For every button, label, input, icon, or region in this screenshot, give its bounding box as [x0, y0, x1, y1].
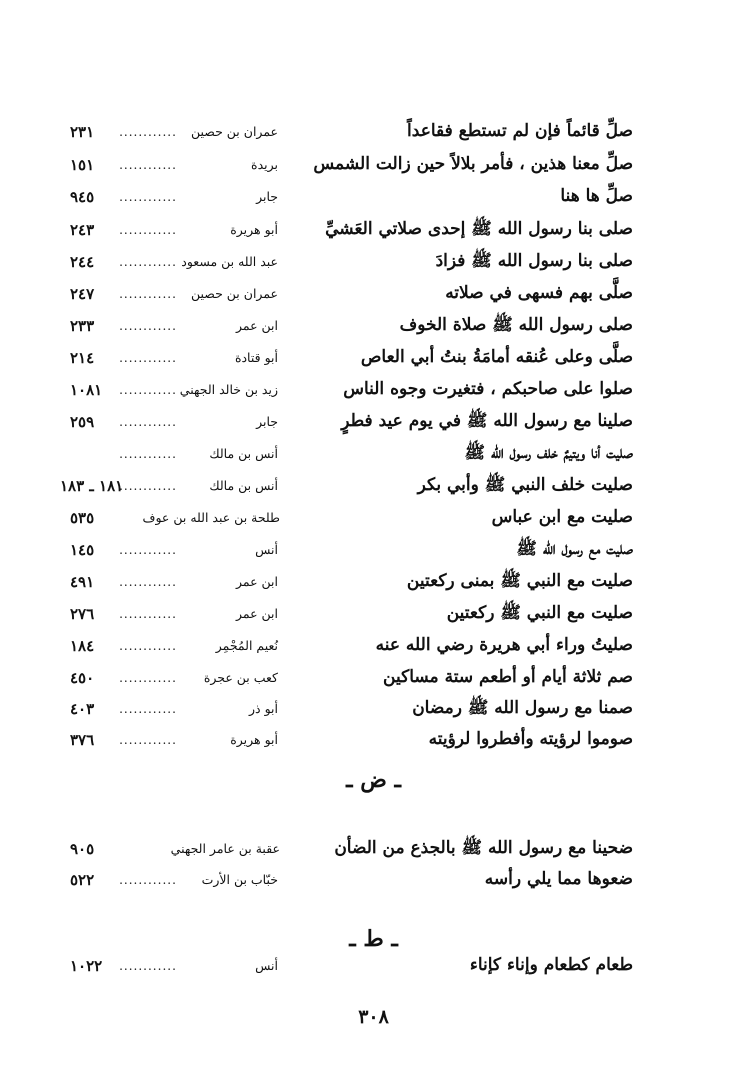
- index-entry: [0, 567, 747, 599]
- narrator-name: عقبة بن عامر الجهني: [170, 841, 280, 856]
- hadith-text: صليت مع ابن عباس: [491, 507, 633, 527]
- dot-leader: ............: [119, 319, 177, 333]
- hadith-text: صلِّ قائماً فإن لم تستطع فقاعداً: [407, 121, 633, 141]
- hadith-text: صلَّى وعلى عُنقه أمامَةُ بنتُ أبي العاص: [360, 347, 633, 367]
- hadith-text: صوموا لرؤيته وأفطروا لرؤيته: [428, 729, 633, 749]
- hadith-text: صليت خلف النبي ﷺ وأبي بكر: [417, 475, 633, 495]
- index-entry: [0, 503, 747, 535]
- page-reference: ٢٤٤: [70, 253, 95, 271]
- dot-leader: ............: [119, 671, 177, 685]
- page-reference: ٢٧٦: [70, 605, 95, 623]
- narrator-name: ابن عمر: [235, 606, 278, 621]
- narrator-name: نُعيم المُجْمِر: [215, 638, 278, 653]
- dot-leader: ............: [119, 223, 177, 237]
- page-reference: ٩٠٥: [70, 840, 95, 858]
- page-number: ٣٠٨: [358, 1006, 389, 1028]
- index-entry: [0, 150, 747, 182]
- dot-leader: ............: [119, 959, 177, 973]
- narrator-name: عبد الله بن مسعود: [181, 254, 278, 269]
- hadith-text: صلينا مع رسول الله ﷺ في يوم عيد فطرٍ: [341, 411, 633, 431]
- narrator-name: بريدة: [251, 157, 278, 172]
- narrator-name: أبو قتادة: [234, 350, 278, 365]
- dot-leader: ............: [119, 158, 177, 172]
- narrator-name: جابر: [256, 414, 278, 429]
- hadith-text: طعام كطعام وإناء كإناء: [469, 955, 633, 975]
- index-entry: [0, 311, 747, 343]
- index-entry: [0, 951, 747, 983]
- narrator-name: أنس: [255, 542, 278, 557]
- index-entry: [0, 471, 747, 503]
- index-entry: [0, 182, 747, 214]
- page-reference: ٢٥٩: [70, 413, 95, 431]
- index-entry: [0, 407, 747, 439]
- hadith-text: صلِّ معنا هذين ، فأمر بلالاً حين زالت الشمس: [313, 154, 633, 174]
- dot-leader: ............: [119, 733, 177, 747]
- hadith-text: صلى بنا رسول الله ﷺ إحدى صلاتي العَشيِّ: [325, 219, 633, 239]
- narrator-name: أبو هريرة: [230, 222, 278, 237]
- narrator-name: عمران بن حصين: [190, 286, 278, 301]
- index-entry: [0, 343, 747, 375]
- narrator-name: عمران بن حصين: [190, 124, 278, 139]
- page-reference: ٢٤٧: [70, 285, 95, 303]
- narrator-name: أنس بن مالك: [209, 478, 278, 493]
- narrator-name: كعب بن عجرة: [203, 670, 278, 685]
- index-entry: [0, 834, 747, 866]
- narrator-name: ابن عمر: [235, 574, 278, 589]
- index-entry: [0, 215, 747, 247]
- hadith-text: صلوا على صاحبكم ، فتغيرت وجوه الناس: [343, 379, 633, 399]
- page-reference: ٢١٤: [70, 349, 95, 367]
- dot-leader: ............: [119, 415, 177, 429]
- page-reference: ٢٣١: [70, 123, 95, 141]
- narrator-name: جابر: [256, 189, 278, 204]
- narrator-name: أبو هريرة: [230, 732, 278, 747]
- dot-leader: ............: [119, 447, 177, 461]
- narrator-name: طلحة بن عبد الله بن عوف: [142, 510, 280, 525]
- hadith-text: ضحينا مع رسول الله ﷺ بالجذع من الضأن: [334, 838, 633, 858]
- index-entry: [0, 279, 747, 311]
- page-reference: ٥٢٢: [70, 871, 95, 889]
- page-reference: ٥٣٥: [70, 509, 95, 527]
- index-entry: [0, 247, 747, 279]
- hadith-text: صليت مع النبي ﷺ بمنى ركعتين: [406, 571, 633, 591]
- page-reference: ١٨١ ـ ١٨٣: [60, 477, 124, 495]
- page-reference: ٤٠٣: [70, 700, 95, 718]
- page-reference: ١٠٢٢: [70, 957, 103, 975]
- hadith-text: صمنا مع رسول الله ﷺ رمضان: [412, 698, 633, 718]
- hadith-text: صم ثلاثة أيام أو أطعم ستة مساكين: [383, 667, 633, 687]
- dot-leader: ............: [119, 575, 177, 589]
- hadith-text: صليت مع النبي ﷺ ركعتين: [446, 603, 633, 623]
- dot-leader: ............: [119, 702, 177, 716]
- page-reference: ٤٥٠: [70, 669, 95, 687]
- narrator-name: خبّاب بن الأرت: [201, 872, 278, 887]
- hadith-text: صليت مع رسول الله ﷺ: [516, 539, 633, 559]
- page-reference: ١٤٥: [70, 541, 95, 559]
- page-reference: ٢٣٣: [70, 317, 95, 335]
- page-reference: ٩٤٥: [70, 188, 95, 206]
- index-entry: [0, 725, 747, 757]
- dot-leader: ............: [119, 383, 177, 397]
- page-reference: ٤٩١: [70, 573, 95, 591]
- narrator-name: زيد بن خالد الجهني: [179, 382, 278, 397]
- index-entry: [0, 865, 747, 897]
- dot-leader: ............: [119, 255, 177, 269]
- index-entry: [0, 631, 747, 663]
- narrator-name: ابن عمر: [235, 318, 278, 333]
- hadith-text: صلَّى بهم فسهى في صلاته: [445, 283, 633, 303]
- dot-leader: ............: [119, 351, 177, 365]
- index-entry: [0, 694, 747, 726]
- section-heading-dad: ـ ض ـ: [346, 767, 401, 793]
- index-entry: [0, 375, 747, 407]
- hadith-text: صلى رسول الله ﷺ صلاة الخوف: [399, 315, 633, 335]
- page-reference: ٣٧٦: [70, 731, 95, 749]
- narrator-name: أنس: [255, 958, 278, 973]
- section-heading-ta: ـ ط ـ: [349, 926, 398, 952]
- hadith-text: صليتُ وراء أبي هريرة رضي الله عنه: [375, 635, 633, 655]
- index-entry: [0, 663, 747, 695]
- page-reference: ١٠٨١: [70, 381, 103, 399]
- index-entry: [0, 439, 747, 471]
- hadith-text: صليت أنا ويتيمٌ خلف رسول الله ﷺ: [464, 443, 633, 463]
- page-reference: ١٥١: [70, 156, 95, 174]
- hadith-text: صلى بنا رسول الله ﷺ فزادَ: [435, 251, 633, 271]
- page-reference: ٢٤٣: [70, 221, 95, 239]
- dot-leader: ............: [119, 639, 177, 653]
- dot-leader: ............: [119, 125, 177, 139]
- dot-leader: ............: [119, 543, 177, 557]
- dot-leader: ............: [119, 607, 177, 621]
- index-entry: [0, 535, 747, 567]
- index-entry: [0, 599, 747, 631]
- narrator-name: أنس بن مالك: [209, 446, 278, 461]
- hadith-text: صلِّ ها هنا: [560, 186, 633, 206]
- dot-leader: ............: [119, 479, 177, 493]
- hadith-text: ضعوها مما يلي رأسه: [484, 869, 633, 889]
- index-entry: [0, 117, 747, 149]
- narrator-name: أبو ذر: [249, 701, 278, 716]
- dot-leader: ............: [119, 873, 177, 887]
- dot-leader: ............: [119, 190, 177, 204]
- dot-leader: ............: [119, 287, 177, 301]
- page-reference: ١٨٤: [70, 637, 95, 655]
